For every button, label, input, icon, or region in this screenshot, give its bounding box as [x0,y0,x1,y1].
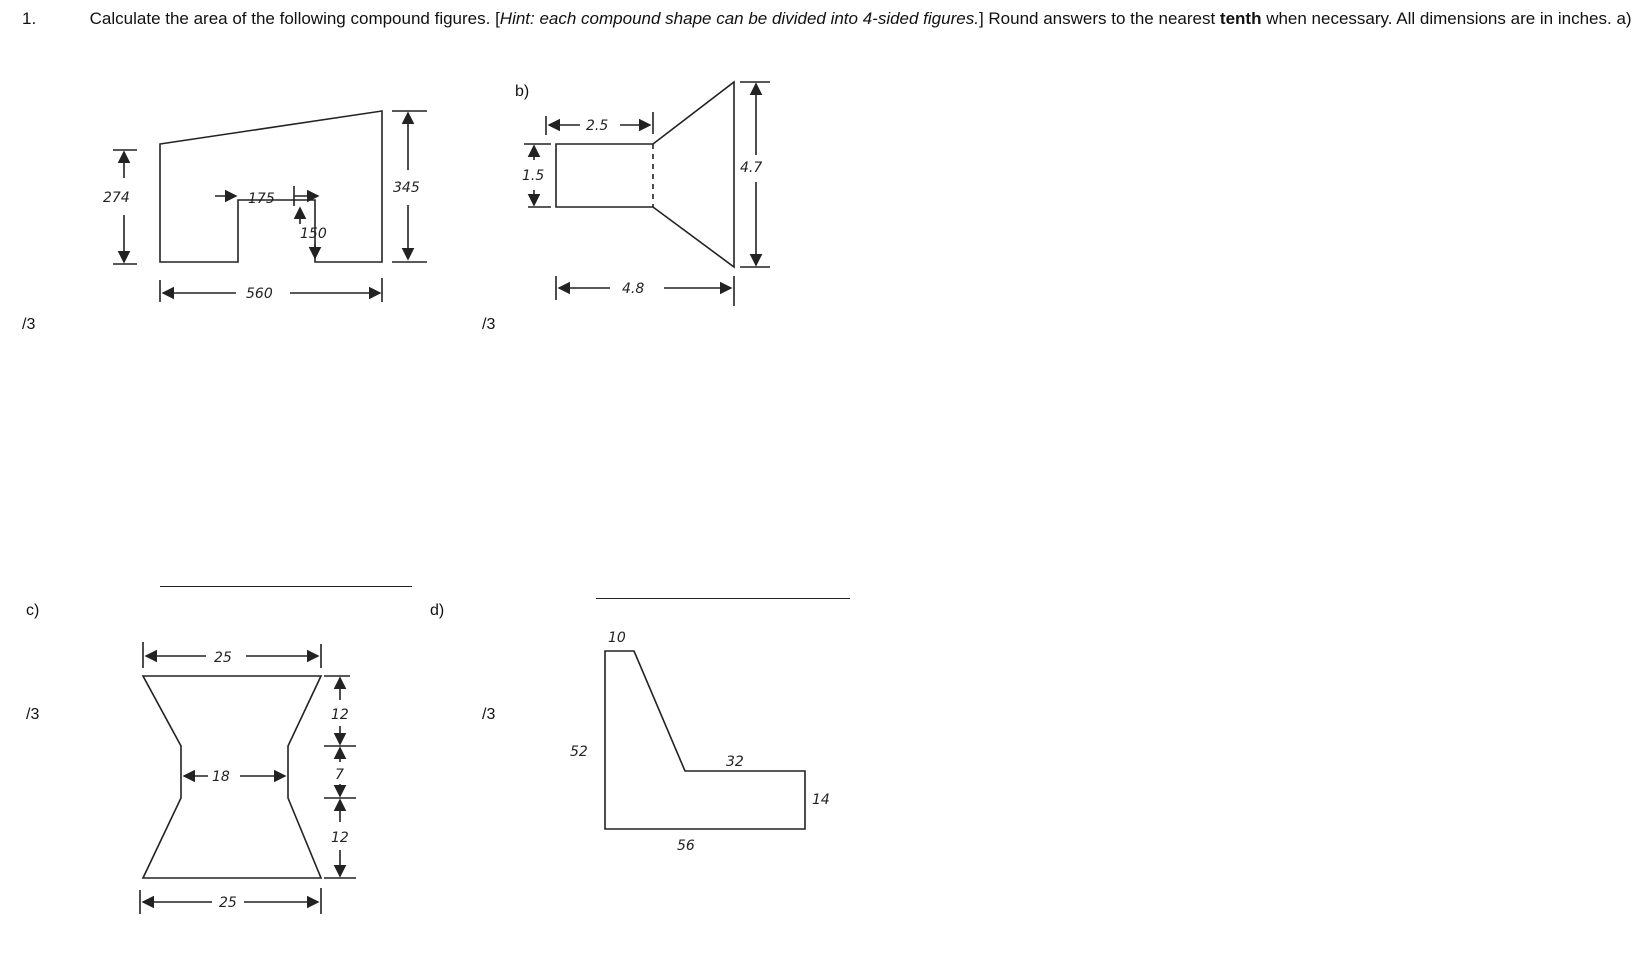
dim-d-right: 14 [812,792,830,808]
dim-a-cut-width: 175 [248,191,275,207]
dim-b-rect-height: 1.5 [522,168,545,184]
dim-c-upper: 12 [331,707,349,723]
figure-d-outline [605,651,805,829]
dim-d-top: 10 [608,630,626,646]
dim-c-mid-width: 18 [212,769,230,785]
dim-c-top: 25 [214,650,232,666]
figure-b-outline [556,82,734,267]
question-intro-end: ] Round answers to the nearest [978,9,1220,28]
mark-c: /3 [26,706,40,723]
dim-c-middle: 7 [335,767,344,783]
dim-d-bottom: 56 [677,838,695,854]
dim-a-left: 274 [103,190,130,206]
dim-b-right: 4.7 [740,160,763,176]
mark-d: /3 [482,706,496,723]
question-bold-word: tenth [1219,9,1262,28]
figure-b [524,82,770,306]
dim-d-slant-base: 32 [726,754,744,770]
figure-c [140,642,356,914]
figure-c-outline [143,676,321,878]
mark-a: /3 [22,316,36,333]
dim-b-top: 2.5 [586,118,609,134]
dim-d-left: 52 [570,744,588,760]
figure-a-outline [160,111,382,262]
mark-b: /3 [482,316,496,333]
question-hint: Hint: each compound shape can be divided into 4-sided figures. [499,9,979,28]
dim-b-base: 4.8 [622,281,645,297]
dim-a-base: 560 [246,286,273,302]
label-b: b) [515,83,530,100]
dim-c-bottom: 25 [219,895,237,911]
question-intro: Calculate the area of the following compound figures. [ [89,9,500,28]
dim-c-lower: 12 [331,830,349,846]
question-after-bold: when necessary. All dimensions are in inches. a) [1261,9,1632,28]
label-c: c) [26,602,40,619]
question-number: 1. [22,9,37,28]
label-d: d) [430,602,445,619]
dim-a-right: 345 [393,180,420,196]
dim-a-cut-height: 150 [300,226,327,242]
figure-d [605,651,805,829]
